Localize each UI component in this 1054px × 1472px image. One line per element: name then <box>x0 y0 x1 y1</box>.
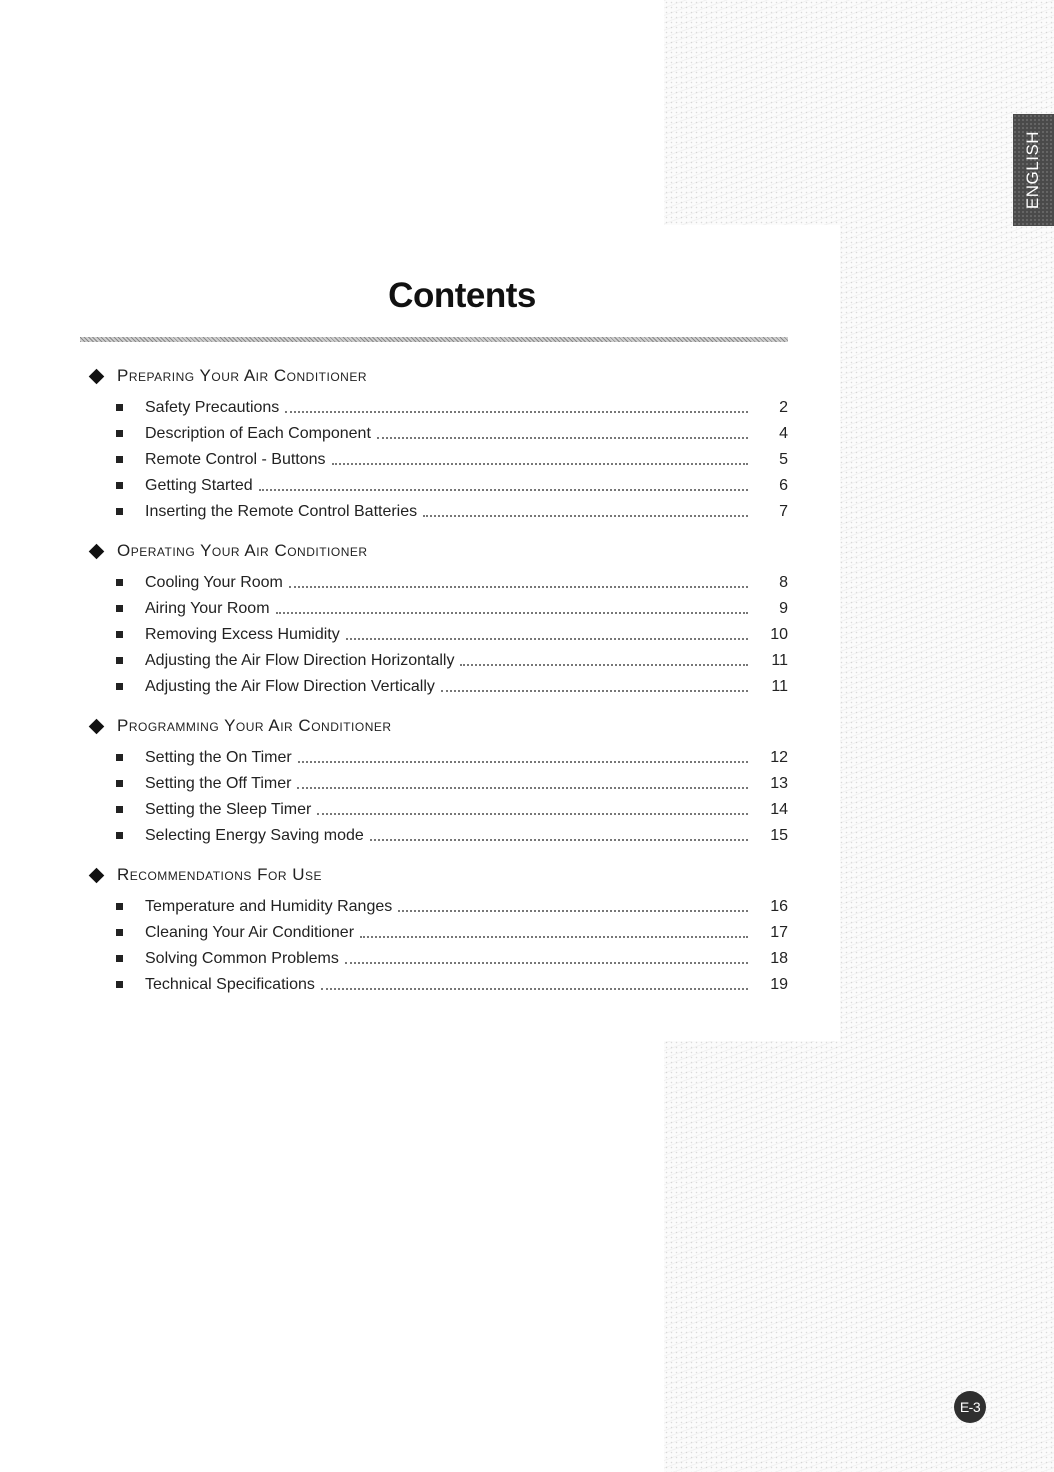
toc-entry[interactable] <box>88 793 788 819</box>
entry-page: 10 <box>770 626 788 643</box>
entry-label: Technical Specifications <box>145 976 315 993</box>
toc-entry[interactable] <box>88 618 788 644</box>
entry-page: 2 <box>779 399 788 416</box>
toc-entry[interactable] <box>88 566 788 592</box>
page-panel-bottom <box>0 1040 664 1472</box>
toc-entry[interactable] <box>88 890 788 916</box>
square-bullet-icon <box>116 832 123 839</box>
entry-label: Getting Started <box>145 477 253 494</box>
toc-entry[interactable] <box>88 391 788 417</box>
toc-entry[interactable] <box>88 916 788 942</box>
square-bullet-icon <box>116 508 123 515</box>
entry-page: 7 <box>779 503 788 520</box>
entry-label: Selecting Energy Saving mode <box>145 827 364 844</box>
diamond-bullet-icon <box>89 867 105 883</box>
entry-page: 9 <box>779 600 788 617</box>
entry-page: 5 <box>779 451 788 468</box>
dot-leader <box>297 786 748 789</box>
square-bullet-icon <box>116 404 123 411</box>
square-bullet-icon <box>116 482 123 489</box>
toc-section <box>88 364 788 521</box>
square-bullet-icon <box>116 981 123 988</box>
page-number-badge <box>954 1391 986 1423</box>
diamond-bullet-icon <box>89 543 105 559</box>
entry-label: Inserting the Remote Control Batteries <box>145 503 418 520</box>
section-title: Operating Your Air Conditioner <box>117 541 368 560</box>
square-bullet-icon <box>116 430 123 437</box>
entry-page: 8 <box>779 574 788 591</box>
toc-entry[interactable] <box>88 443 788 469</box>
entry-page: 15 <box>770 827 788 844</box>
toc-entry[interactable] <box>88 767 788 793</box>
language-tab <box>1013 114 1054 226</box>
dot-leader <box>317 812 748 815</box>
section-heading <box>88 714 788 738</box>
dot-leader <box>346 637 748 640</box>
entry-label: Remote Control - Buttons <box>145 451 326 468</box>
dot-leader <box>398 909 748 912</box>
dot-leader <box>423 514 748 517</box>
square-bullet-icon <box>116 456 123 463</box>
entry-label: Adjusting the Air Flow Direction Vertically <box>145 678 435 695</box>
entry-page: 16 <box>770 898 788 915</box>
diamond-bullet-icon <box>89 368 105 384</box>
square-bullet-icon <box>116 929 123 936</box>
dot-leader <box>460 663 748 666</box>
toc-section <box>88 863 788 994</box>
dot-leader <box>259 488 748 491</box>
toc-entry[interactable] <box>88 942 788 968</box>
page-number: E-3 <box>959 1399 981 1415</box>
dot-leader <box>441 689 748 692</box>
entry-page: 19 <box>770 976 788 993</box>
entry-page: 18 <box>770 950 788 967</box>
diamond-bullet-icon <box>89 718 105 734</box>
square-bullet-icon <box>116 780 123 787</box>
toc-entry[interactable] <box>88 644 788 670</box>
dot-leader <box>332 462 748 465</box>
square-bullet-icon <box>116 657 123 664</box>
entry-label: Description of Each Component <box>145 425 371 442</box>
section-title: Preparing Your Air Conditioner <box>117 366 368 385</box>
entry-page: 4 <box>779 425 788 442</box>
entry-page: 11 <box>771 678 788 695</box>
toc-entry[interactable] <box>88 417 788 443</box>
toc-entry[interactable] <box>88 741 788 767</box>
entry-page: 13 <box>770 775 788 792</box>
entry-label: Temperature and Humidity Ranges <box>145 898 393 915</box>
dot-leader <box>360 935 748 938</box>
entry-page: 6 <box>779 477 788 494</box>
language-tab-label: ENGLISH <box>1023 130 1043 210</box>
dot-leader <box>345 961 748 964</box>
section-heading <box>88 539 788 563</box>
toc-entry[interactable] <box>88 592 788 618</box>
entry-label: Setting the On Timer <box>145 749 292 766</box>
section-title: Recommendations For Use <box>117 865 323 884</box>
entry-label: Solving Common Problems <box>145 950 339 967</box>
square-bullet-icon <box>116 754 123 761</box>
entry-label: Cooling Your Room <box>145 574 283 591</box>
entry-label: Airing Your Room <box>145 600 270 617</box>
dot-leader <box>276 611 748 614</box>
square-bullet-icon <box>116 605 123 612</box>
toc-entry[interactable] <box>88 670 788 696</box>
dot-leader <box>321 987 748 990</box>
section-title: Programming Your Air Conditioner <box>117 716 392 735</box>
entry-label: Setting the Off Timer <box>145 775 292 792</box>
dot-leader <box>289 585 748 588</box>
entry-label: Removing Excess Humidity <box>145 626 340 643</box>
toc-entry[interactable] <box>88 469 788 495</box>
entry-label: Adjusting the Air Flow Direction Horizontally <box>145 652 455 669</box>
entry-page: 14 <box>770 801 788 818</box>
toc-section <box>88 714 788 845</box>
toc-section <box>88 539 788 696</box>
section-heading <box>88 364 788 388</box>
entry-page: 17 <box>770 924 788 941</box>
entry-label: Setting the Sleep Timer <box>145 801 312 818</box>
dot-leader <box>377 436 748 439</box>
toc-entry[interactable] <box>88 819 788 845</box>
section-heading <box>88 863 788 887</box>
page-panel-top <box>0 0 664 226</box>
table-of-contents <box>88 364 788 1012</box>
square-bullet-icon <box>116 806 123 813</box>
dot-leader <box>370 838 748 841</box>
title-divider <box>80 337 788 342</box>
dot-leader <box>285 410 748 413</box>
entry-label: Safety Precautions <box>145 399 280 416</box>
square-bullet-icon <box>116 631 123 638</box>
square-bullet-icon <box>116 683 123 690</box>
entry-label: Cleaning Your Air Conditioner <box>145 924 355 941</box>
dot-leader <box>298 760 748 763</box>
entry-page: 12 <box>770 749 788 766</box>
toc-entry[interactable] <box>88 968 788 994</box>
square-bullet-icon <box>116 903 123 910</box>
page-title: Contents <box>388 276 536 315</box>
entry-page: 11 <box>771 652 788 669</box>
toc-entry[interactable] <box>88 495 788 521</box>
square-bullet-icon <box>116 955 123 962</box>
square-bullet-icon <box>116 579 123 586</box>
